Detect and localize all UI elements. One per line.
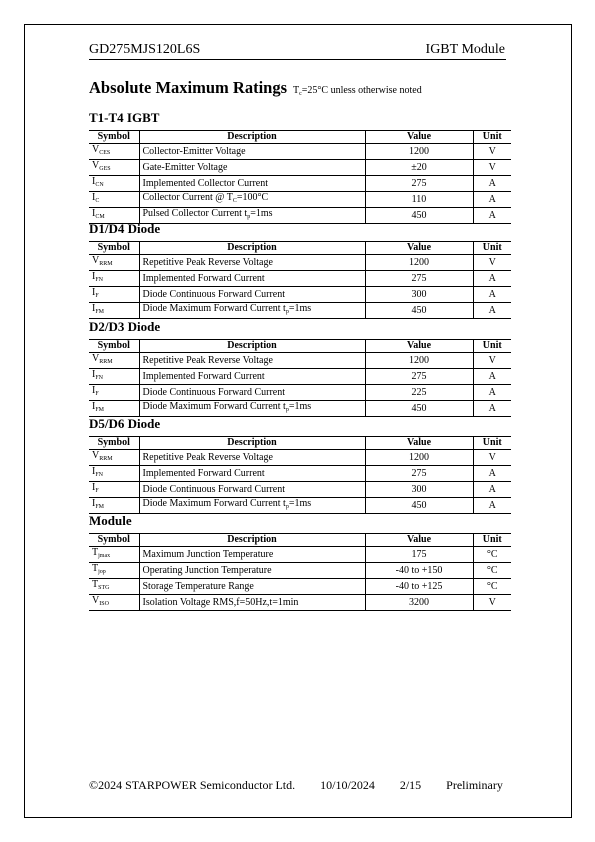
cell-value: 110 bbox=[365, 192, 473, 208]
cell-value: 300 bbox=[365, 482, 473, 498]
cell-symbol: $I_F$ bbox=[89, 385, 139, 401]
section-t1t4-igbt bbox=[89, 110, 511, 224]
cell-symbol: $I_{FM}$ bbox=[89, 303, 139, 319]
cell-description: Pulsed Collector Current $t_p=1ms$ bbox=[139, 208, 365, 224]
col-unit: Unit bbox=[473, 437, 511, 450]
footer bbox=[89, 778, 525, 793]
footer-page: 2/15 bbox=[399, 778, 422, 792]
cell-unit: V bbox=[473, 450, 511, 466]
cell-description: Maximum Junction Temperature bbox=[139, 547, 365, 563]
table-row bbox=[89, 579, 511, 595]
cell-symbol: $V_{RRM}$ bbox=[89, 353, 139, 369]
cell-description: Diode Maximum Forward Current $t_p=1ms$ bbox=[139, 401, 365, 417]
cell-value: 300 bbox=[365, 287, 473, 303]
cell-unit: V bbox=[473, 160, 511, 176]
cell-symbol: $V_{RRM}$ bbox=[89, 450, 139, 466]
footer-status: Preliminary bbox=[446, 778, 503, 792]
cell-unit: A bbox=[473, 498, 511, 514]
cell-unit: A bbox=[473, 401, 511, 417]
cell-unit: °C bbox=[473, 563, 511, 579]
cell-unit: A bbox=[473, 482, 511, 498]
cell-symbol: $I_F$ bbox=[89, 287, 139, 303]
cell-unit: V bbox=[473, 255, 511, 271]
cell-description: Gate-Emitter Voltage bbox=[139, 160, 365, 176]
cell-description: Collector-Emitter Voltage bbox=[139, 144, 365, 160]
cell-symbol: $I_{FN}$ bbox=[89, 466, 139, 482]
cell-value: ±20 bbox=[365, 160, 473, 176]
cell-description: Repetitive Peak Reverse Voltage bbox=[139, 450, 365, 466]
cell-value: 175 bbox=[365, 547, 473, 563]
cell-description: Repetitive Peak Reverse Voltage bbox=[139, 353, 365, 369]
cell-description: Diode Continuous Forward Current bbox=[139, 287, 365, 303]
section-module bbox=[89, 513, 511, 611]
ratings-table bbox=[89, 339, 511, 417]
cell-description: Storage Temperature Range bbox=[139, 579, 365, 595]
footer-date: 10/10/2024 bbox=[320, 778, 375, 792]
col-description: Description bbox=[139, 534, 365, 547]
col-description: Description bbox=[139, 340, 365, 353]
cell-description: Implemented Forward Current bbox=[139, 369, 365, 385]
col-value: Value bbox=[365, 437, 473, 450]
header-divider bbox=[89, 59, 506, 60]
col-symbol: Symbol bbox=[89, 131, 139, 144]
cell-unit: V bbox=[473, 595, 511, 611]
col-value: Value bbox=[365, 534, 473, 547]
table-header-row bbox=[89, 534, 511, 547]
table-row bbox=[89, 401, 511, 417]
col-value: Value bbox=[365, 131, 473, 144]
cell-value: 3200 bbox=[365, 595, 473, 611]
section-title: T1-T4 IGBT bbox=[89, 110, 160, 125]
table-row bbox=[89, 192, 511, 208]
cell-symbol: $I_{FM}$ bbox=[89, 401, 139, 417]
table-header-row bbox=[89, 437, 511, 450]
col-description: Description bbox=[139, 131, 365, 144]
cell-symbol: $I_{FM}$ bbox=[89, 498, 139, 514]
cell-description: Implemented Forward Current bbox=[139, 271, 365, 287]
table-row bbox=[89, 498, 511, 514]
cell-description: Implemented Forward Current bbox=[139, 466, 365, 482]
cell-value: 275 bbox=[365, 369, 473, 385]
title-main: Absolute Maximum Ratings bbox=[89, 78, 288, 97]
cell-value: 1200 bbox=[365, 144, 473, 160]
col-symbol: Symbol bbox=[89, 242, 139, 255]
col-symbol: Symbol bbox=[89, 534, 139, 547]
cell-value: 1200 bbox=[365, 353, 473, 369]
table-row bbox=[89, 466, 511, 482]
cell-unit: A bbox=[473, 303, 511, 319]
ratings-table bbox=[89, 533, 511, 611]
col-symbol: Symbol bbox=[89, 340, 139, 353]
table-row bbox=[89, 160, 511, 176]
table-row bbox=[89, 287, 511, 303]
cell-value: 450 bbox=[365, 401, 473, 417]
cell-symbol: $V_{RRM}$ bbox=[89, 255, 139, 271]
cell-unit: °C bbox=[473, 547, 511, 563]
table-row bbox=[89, 255, 511, 271]
table-row bbox=[89, 563, 511, 579]
col-value: Value bbox=[365, 340, 473, 353]
cell-unit: A bbox=[473, 466, 511, 482]
cell-unit: A bbox=[473, 192, 511, 208]
cell-symbol: $I_{FN}$ bbox=[89, 369, 139, 385]
ratings-table bbox=[89, 130, 511, 224]
table-row bbox=[89, 385, 511, 401]
cell-description: Diode Maximum Forward Current $t_p=1ms$ bbox=[139, 498, 365, 514]
cell-symbol: $V_{CES}$ bbox=[89, 144, 139, 160]
document-type: IGBT Module bbox=[425, 42, 505, 57]
cell-symbol: $T_{jop}$ bbox=[89, 563, 139, 579]
cell-unit: °C bbox=[473, 579, 511, 595]
footer-copyright: ©2024 STARPOWER Semiconductor Ltd. bbox=[89, 778, 296, 792]
ratings-table bbox=[89, 241, 511, 319]
cell-value: 275 bbox=[365, 271, 473, 287]
table-row bbox=[89, 303, 511, 319]
col-symbol: Symbol bbox=[89, 437, 139, 450]
cell-unit: V bbox=[473, 144, 511, 160]
cell-symbol: $I_{FN}$ bbox=[89, 271, 139, 287]
col-unit: Unit bbox=[473, 534, 511, 547]
cell-description: Implemented Collector Current bbox=[139, 176, 365, 192]
table-header-row bbox=[89, 242, 511, 255]
cell-symbol: $I_F$ bbox=[89, 482, 139, 498]
cell-description: Collector Current @ $T_C=100^\circ C$ bbox=[139, 192, 365, 208]
col-description: Description bbox=[139, 242, 365, 255]
cell-symbol: $T_{jmax}$ bbox=[89, 547, 139, 563]
cell-value: 450 bbox=[365, 303, 473, 319]
cell-symbol: $I_{CN}$ bbox=[89, 176, 139, 192]
part-number: GD275MJS120L6S bbox=[89, 42, 201, 57]
cell-unit: A bbox=[473, 176, 511, 192]
cell-unit: A bbox=[473, 369, 511, 385]
section-title: Module bbox=[89, 513, 132, 528]
cell-unit: A bbox=[473, 385, 511, 401]
cell-description: Diode Continuous Forward Current bbox=[139, 385, 365, 401]
section-title: D5/D6 Diode bbox=[89, 416, 161, 431]
cell-description: Diode Maximum Forward Current $t_p=1ms$ bbox=[139, 303, 365, 319]
table-row bbox=[89, 595, 511, 611]
table-row bbox=[89, 144, 511, 160]
cell-unit: V bbox=[473, 353, 511, 369]
col-unit: Unit bbox=[473, 242, 511, 255]
ratings-table bbox=[89, 436, 511, 514]
cell-description: Operating Junction Temperature bbox=[139, 563, 365, 579]
cell-unit: A bbox=[473, 208, 511, 224]
cell-value: 275 bbox=[365, 176, 473, 192]
table-row bbox=[89, 369, 511, 385]
table-row bbox=[89, 450, 511, 466]
cell-value: 450 bbox=[365, 498, 473, 514]
section-title: D2/D3 Diode bbox=[89, 319, 161, 334]
cell-value: 225 bbox=[365, 385, 473, 401]
table-row bbox=[89, 482, 511, 498]
table-header-row bbox=[89, 131, 511, 144]
page-title bbox=[89, 78, 422, 98]
cell-value: 275 bbox=[365, 466, 473, 482]
cell-symbol: $V_{ISO}$ bbox=[89, 595, 139, 611]
cell-symbol: $V_{GES}$ bbox=[89, 160, 139, 176]
table-header-row bbox=[89, 340, 511, 353]
section-d2d3-diode bbox=[89, 319, 511, 417]
cell-value: -40 to +150 bbox=[365, 563, 473, 579]
col-description: Description bbox=[139, 437, 365, 450]
table-row bbox=[89, 547, 511, 563]
title-condition: $T_c=25^\circ C$ unless otherwise noted bbox=[293, 85, 422, 97]
cell-symbol: $T_{STG}$ bbox=[89, 579, 139, 595]
cell-unit: A bbox=[473, 287, 511, 303]
cell-description: Diode Continuous Forward Current bbox=[139, 482, 365, 498]
section-title: D1/D4 Diode bbox=[89, 221, 161, 236]
cell-value: 450 bbox=[365, 208, 473, 224]
col-unit: Unit bbox=[473, 340, 511, 353]
cell-symbol: $I_{CM}$ bbox=[89, 208, 139, 224]
table-row bbox=[89, 271, 511, 287]
cell-value: 1200 bbox=[365, 255, 473, 271]
cell-description: Repetitive Peak Reverse Voltage bbox=[139, 255, 365, 271]
section-d5d6-diode bbox=[89, 416, 511, 514]
cell-value: -40 to +125 bbox=[365, 579, 473, 595]
cell-value: 1200 bbox=[365, 450, 473, 466]
table-row bbox=[89, 353, 511, 369]
cell-symbol: $I_C$ bbox=[89, 192, 139, 208]
cell-description: Isolation Voltage RMS,f=50Hz,t=1min bbox=[139, 595, 365, 611]
table-row bbox=[89, 176, 511, 192]
cell-unit: A bbox=[473, 271, 511, 287]
col-unit: Unit bbox=[473, 131, 511, 144]
section-d1d4-diode bbox=[89, 221, 511, 319]
col-value: Value bbox=[365, 242, 473, 255]
